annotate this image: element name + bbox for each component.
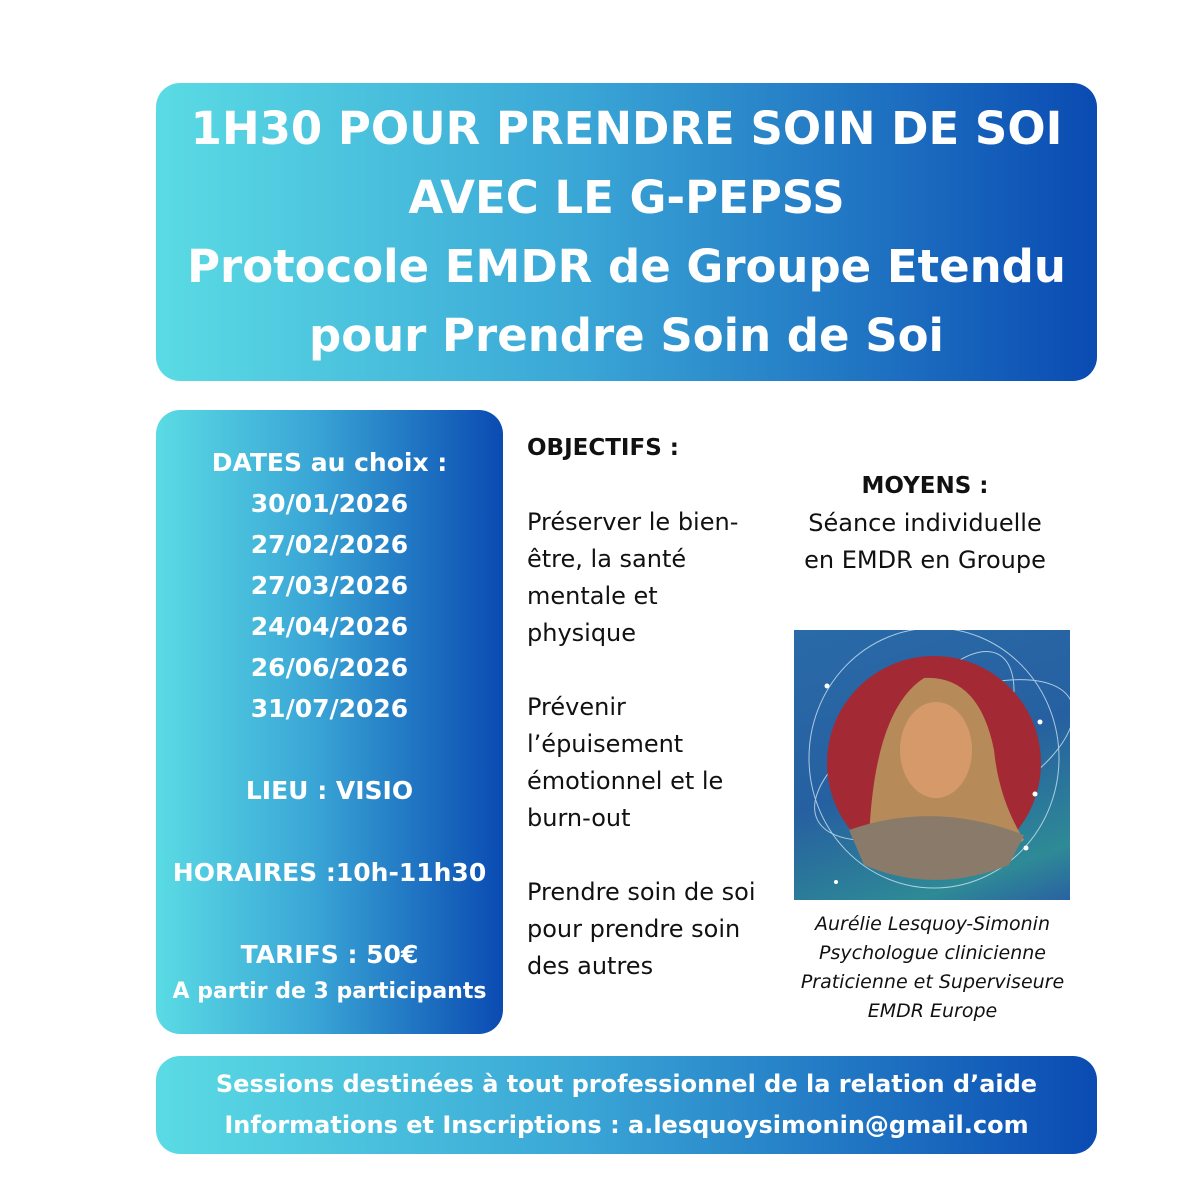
title-line: Protocole EMDR de Groupe Etendu [187,240,1066,293]
caption-line: Psychologue clinicienne [819,942,1046,964]
date-item: 26/06/2026 [250,653,409,682]
date-item: 31/07/2026 [250,694,409,723]
date-item: 27/03/2026 [250,571,409,600]
footer-contact: Informations et Inscriptions : a.lesquoysimonin@gmail.com [224,1111,1029,1139]
footer-line: Sessions destinées à tout professionnel de la relation d’aide [215,1070,1038,1098]
caption-line: EMDR Europe [867,1000,998,1022]
objective-item: Prendre soin de soi pour prendre soin des autres [527,878,756,980]
objective-item: Prévenir l’épuisement émotionnel et le burn-out [527,693,724,832]
title-banner [156,83,1097,381]
title-line: 1H30 POUR PRENDRE SOIN DE SOI [190,102,1063,155]
portrait-caption [790,910,1075,1026]
means-text: en EMDR en Groupe [804,546,1046,574]
portrait-image [794,630,1070,900]
means-title: MOYENS : [861,473,989,499]
portrait-photo [794,630,1070,900]
objectives-section [527,430,767,1022]
title-line: AVEC LE G-PEPSS [408,171,845,224]
objective-item: Préserver le bien-être, la santé mentale et physique [527,508,739,647]
schedule: HORAIRES :10h-11h30 [172,858,487,887]
info-panel [156,410,503,1034]
objectives-title: OBJECTIFS : [527,435,679,461]
caption-name: Aurélie Lesquoy-Simonin [815,913,1050,935]
price: TARIFS : 50€ [240,940,419,969]
footer-banner [156,1056,1097,1154]
date-item: 30/01/2026 [250,489,409,518]
date-item: 27/02/2026 [250,530,409,559]
date-item: 24/04/2026 [250,612,409,641]
title-line: pour Prendre Soin de Soi [309,309,944,362]
location: LIEU : VISIO [245,776,414,805]
dates-title: DATES au choix : [211,448,448,477]
price-note: A partir de 3 participants [172,979,487,1004]
means-text: Séance individuelle [808,509,1042,537]
means-section [780,468,1070,579]
caption-line: Praticienne et Superviseure [800,971,1065,993]
